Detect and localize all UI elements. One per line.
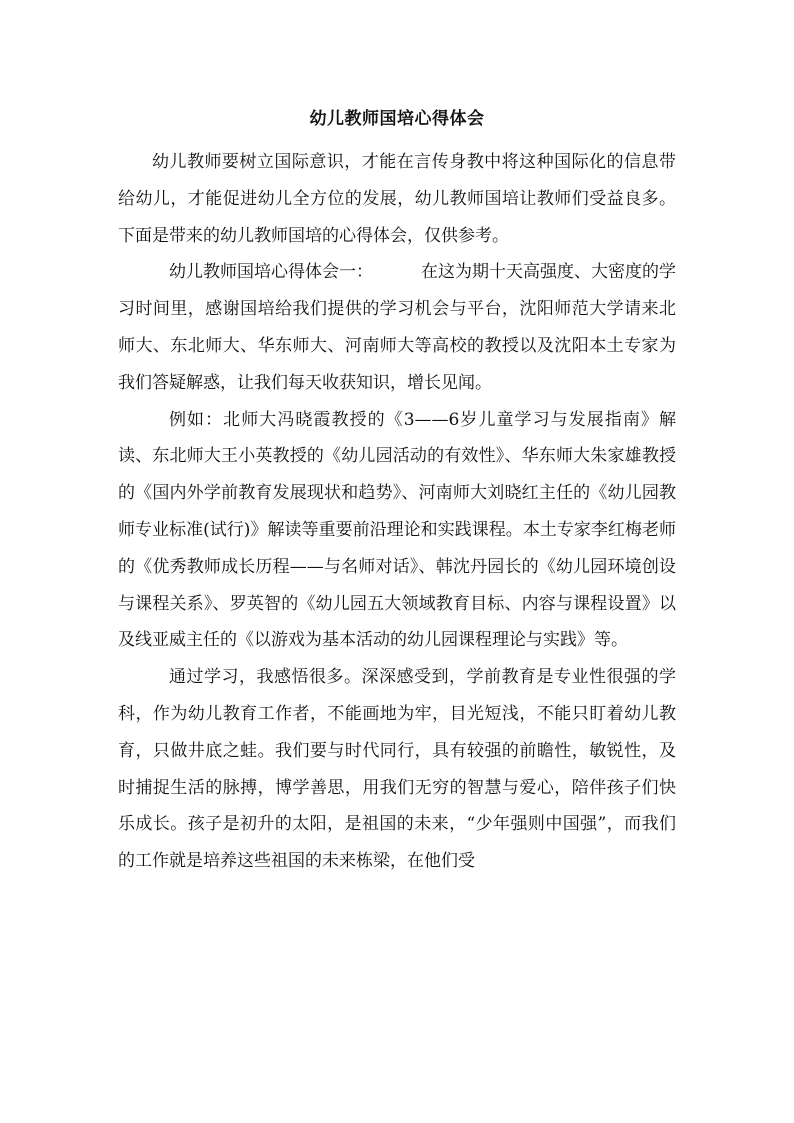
section-one-heading: 幼儿教师国培心得体会一：	[169, 262, 373, 283]
document-title: 幼儿教师国培心得体会	[309, 109, 485, 129]
intro-paragraph: 幼儿教师要树立国际意识，才能在言传身教中将这种国际化的信息带给幼儿，才能促进幼儿全方位的发展，幼儿教师国培让教师们受益良多。下面是带来的幼儿教师国培的心得体会，仅供参考。	[118, 152, 676, 246]
section-one-paragraph	[118, 254, 676, 401]
section-one-body: 在这为期十天高强度、大密度的学习时间里，感谢国培给我们提供的学习机会与平台，沈阳师范大学请来北师大、东北师大、华东师大、河南师大等高校的教授以及沈阳本土专家为我们答疑解惑，让我们每天收获知识，增长见闻。	[118, 262, 676, 393]
examples-paragraph: 例如：北师大冯晓霞教授的《3——6岁儿童学习与发展指南》解读、东北师大王小英教授的《幼儿园活动的有效性》、华东师大朱家雄教授的《国内外学前教育发展现状和趋势》、河南师大刘晓红主任的《幼儿园教师专业标准(试行)》解读等重要前沿理论和实践课程。本土专家李红梅老师的《优秀教师成长历程——与名师对话》、韩沈丹园长的《幼儿园环境创设与课程关系》、罗英智的《幼儿园五大领域教育目标、内容与课程设置》以及线亚威主任的《以游戏为基本活动的幼儿园课程理论与实践》等。	[118, 409, 676, 651]
reflection-paragraph: 通过学习，我感悟很多。深深感受到，学前教育是专业性很强的学科，作为幼儿教育工作者，不能画地为牢，目光短浅，不能只盯着幼儿教育，只做井底之蛙。我们要与时代同行，具有较强的前瞻性，敏锐性，及时捕捉生活的脉搏，博学善思，用我们无穷的智慧与爱心，陪伴孩子们快乐成长。孩子是初升的太阳，是祖国的未来，“少年强则中国强”，而我们的工作就是培养这些祖国的未来栋梁，在他们受	[118, 667, 676, 872]
